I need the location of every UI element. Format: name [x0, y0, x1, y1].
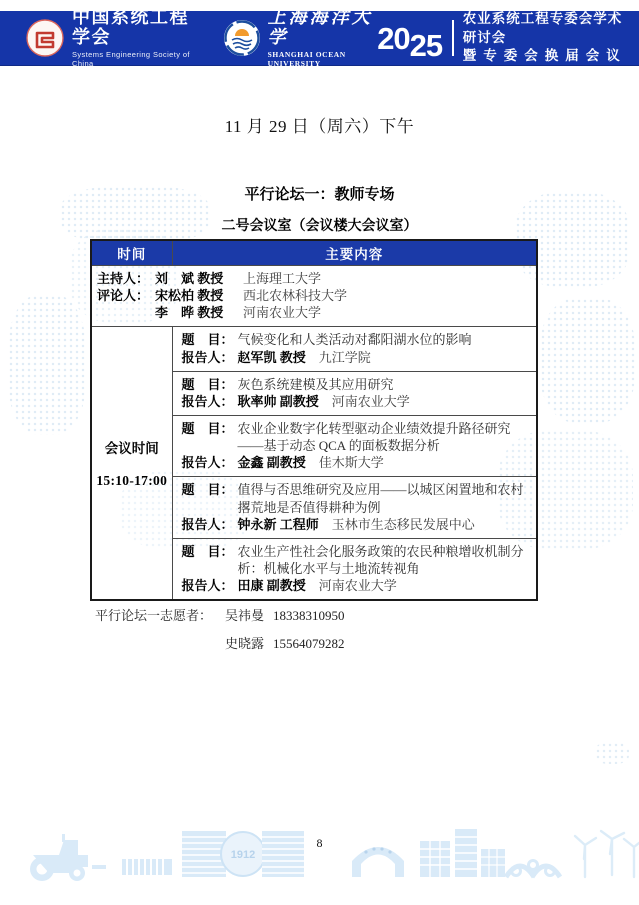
sesc-name-block — [72, 8, 201, 68]
topic-text: 农业企业数字化转型驱动企业绩效提升路径研究——基于动态 QCA 的面板数据分析 — [237, 420, 511, 454]
map-dots-decoration — [540, 298, 635, 423]
reporter-line — [182, 349, 531, 366]
volunteer-name: 吴祎曼 — [225, 608, 265, 624]
col-header-content: 主要内容 — [172, 240, 537, 265]
chair-org: 上海理工大学 — [243, 270, 322, 286]
shou-logo-icon — [223, 19, 261, 57]
col-header-time: 时间 — [91, 240, 172, 265]
reporter-line — [182, 454, 531, 471]
topic-text: 值得与否思维研究及应用——以城区闲置地和农村撂荒地是否值得耕种为例 — [237, 482, 524, 515]
topic-label: 题 目： — [181, 376, 234, 392]
schedule-table — [90, 239, 538, 601]
event-title-line2: 暨专委会换届会议 — [462, 48, 627, 64]
schedule-section — [90, 239, 538, 653]
reporter-name: 田康 副教授 — [237, 578, 306, 594]
reporter-label: 报告人： — [181, 455, 234, 471]
chair-role — [97, 304, 155, 321]
hatch-block — [122, 859, 172, 875]
topic-text: 气候变化和人类活动对鄱阳湖水位的影响 — [237, 332, 472, 348]
chair-org: 西北农林科技大学 — [243, 287, 348, 303]
session-time-label: 会议时间 — [104, 441, 159, 457]
shou-name-en: SHANGHAI OCEAN UNIVERSITY — [267, 49, 346, 68]
event-title-line1: 农业系统工程专委会学术研讨会 — [462, 10, 623, 45]
topic-line — [182, 376, 531, 393]
volunteers-section — [90, 608, 538, 653]
chair-person: 刘 斌 教授 — [155, 270, 224, 286]
reporter-label: 报告人： — [181, 349, 234, 365]
header-banner — [0, 7, 639, 68]
chair-line — [97, 304, 530, 321]
banner-divider — [452, 20, 454, 56]
topic-line — [182, 481, 531, 515]
reporter-line — [182, 577, 531, 594]
talk-cell — [172, 327, 537, 371]
reporter-name: 金鑫 副教授 — [237, 455, 306, 471]
talk-cell — [172, 415, 537, 476]
topic-line — [182, 331, 531, 348]
chairs-row — [91, 265, 537, 327]
sesc-name-cn: 中国系统工程学会 — [72, 7, 189, 47]
session-time-range: 15:10-17:00 — [96, 473, 168, 489]
chairs-cell — [91, 265, 537, 327]
sesc-logo-group — [26, 8, 201, 68]
year-25: 25 — [409, 27, 443, 63]
shou-name-block — [268, 8, 378, 68]
forum-title: 平行论坛一：教师专场 — [244, 187, 395, 203]
reporter-org: 河南农业大学 — [318, 578, 397, 594]
chair-line — [97, 270, 530, 287]
reporter-line — [182, 393, 531, 410]
chair-person: 李 晔 教授 — [155, 305, 224, 321]
reporter-label: 报告人： — [181, 516, 234, 532]
volunteer-name: 史晓露 — [225, 636, 265, 652]
reporter-line — [182, 516, 531, 533]
talk-cell — [172, 477, 537, 538]
reporter-name: 钟永新 工程师 — [237, 516, 319, 532]
topic-label: 题 目： — [181, 420, 234, 436]
reporter-label: 报告人： — [181, 393, 234, 409]
date-title: 11 月 29 日（周六）下午 — [224, 117, 415, 136]
map-dots-decoration — [595, 742, 629, 764]
table-header-row — [91, 240, 537, 265]
reporter-org: 河南农业大学 — [331, 393, 410, 409]
talk-cell — [172, 538, 537, 600]
reporter-name: 赵军凯 教授 — [237, 349, 306, 365]
map-dots-decoration — [8, 295, 86, 435]
chair-org: 河南农业大学 — [243, 305, 322, 321]
topic-text: 农业生产性社会化服务政策的农民种粮增收机制分析：机械化水平与土地流转视角 — [237, 543, 524, 577]
topic-label: 题 目： — [181, 332, 234, 348]
year-20: 20 — [377, 20, 410, 56]
talk-cell — [172, 371, 537, 415]
event-titles — [463, 10, 627, 67]
chair-role: 主持人： — [97, 270, 150, 286]
page-number: 8 — [0, 836, 639, 851]
topic-line — [182, 543, 531, 577]
chair-line — [97, 287, 530, 304]
arch-monument — [352, 847, 404, 877]
volunteer-line — [95, 636, 538, 653]
chair-person: 宋松柏 教授 — [155, 287, 224, 303]
talk-row — [91, 327, 537, 371]
volunteer-label — [95, 636, 225, 653]
skyline-plaque-text: 1912 — [230, 849, 256, 861]
volunteer-phone: 18338310950 — [273, 608, 345, 624]
volunteer-line — [95, 608, 538, 625]
shou-logo-group — [223, 8, 378, 68]
reporter-org: 佳木斯大学 — [318, 455, 384, 471]
room-title: 二号会议室（会议楼大会议室） — [221, 219, 418, 234]
topic-text: 灰色系统建模及其应用研究 — [237, 376, 394, 392]
shou-name-cn: 上海海洋大学 — [267, 7, 373, 47]
volunteer-phone: 15564079282 — [273, 636, 345, 652]
reporter-name: 耿率帅 副教授 — [237, 393, 319, 409]
sesc-name-en: Systems Engineering Society of China — [72, 49, 190, 68]
event-title-group — [377, 10, 627, 67]
topic-label: 题 目： — [181, 543, 234, 559]
volunteer-label: 平行论坛一志愿者： — [95, 608, 213, 624]
topic-line — [182, 420, 531, 454]
reporter-label: 报告人： — [181, 578, 234, 594]
session-time-cell — [91, 327, 172, 601]
reporter-org: 玉林市生态移民发展中心 — [331, 516, 475, 532]
topic-label: 题 目： — [181, 482, 234, 498]
reporter-org: 九江学院 — [318, 349, 371, 365]
bridge — [506, 861, 560, 878]
sesc-seal-icon — [26, 19, 64, 57]
chair-role: 评论人： — [97, 287, 150, 303]
event-year — [377, 20, 443, 63]
